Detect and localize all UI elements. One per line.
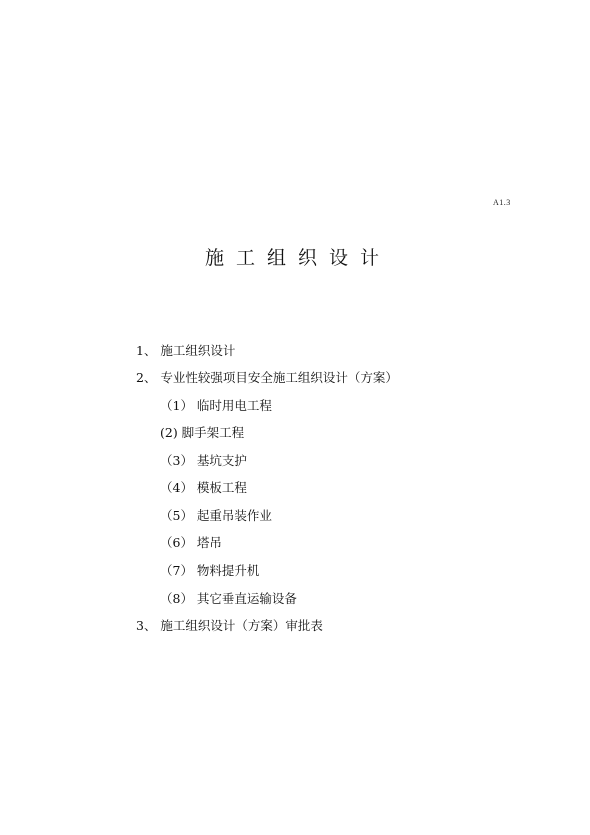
list-item-1: 1、 施工组织设计 (136, 343, 236, 358)
sub-item-2: (2) 脚手架工程 (160, 425, 245, 440)
sub-item-7: （7） 物料提升机 (160, 563, 260, 578)
sub-item-8: （8） 其它垂直运输设备 (160, 591, 297, 606)
list-item-2: 2、 专业性较强项目安全施工组织设计（方案） (136, 370, 398, 385)
list-item-3: 3、 施工组织设计（方案）审批表 (136, 618, 323, 633)
sub-item-6: （6） 塔吊 (160, 535, 222, 550)
sub-item-4: （4） 模板工程 (160, 480, 247, 495)
sub-item-5: （5） 起重吊装作业 (160, 508, 272, 523)
page-title: 施工组织设计 (204, 247, 391, 269)
sub-item-1: （1） 临时用电工程 (160, 398, 272, 413)
sub-item-3: （3） 基坑支护 (160, 453, 247, 468)
document-code: A1.3 (493, 198, 511, 207)
